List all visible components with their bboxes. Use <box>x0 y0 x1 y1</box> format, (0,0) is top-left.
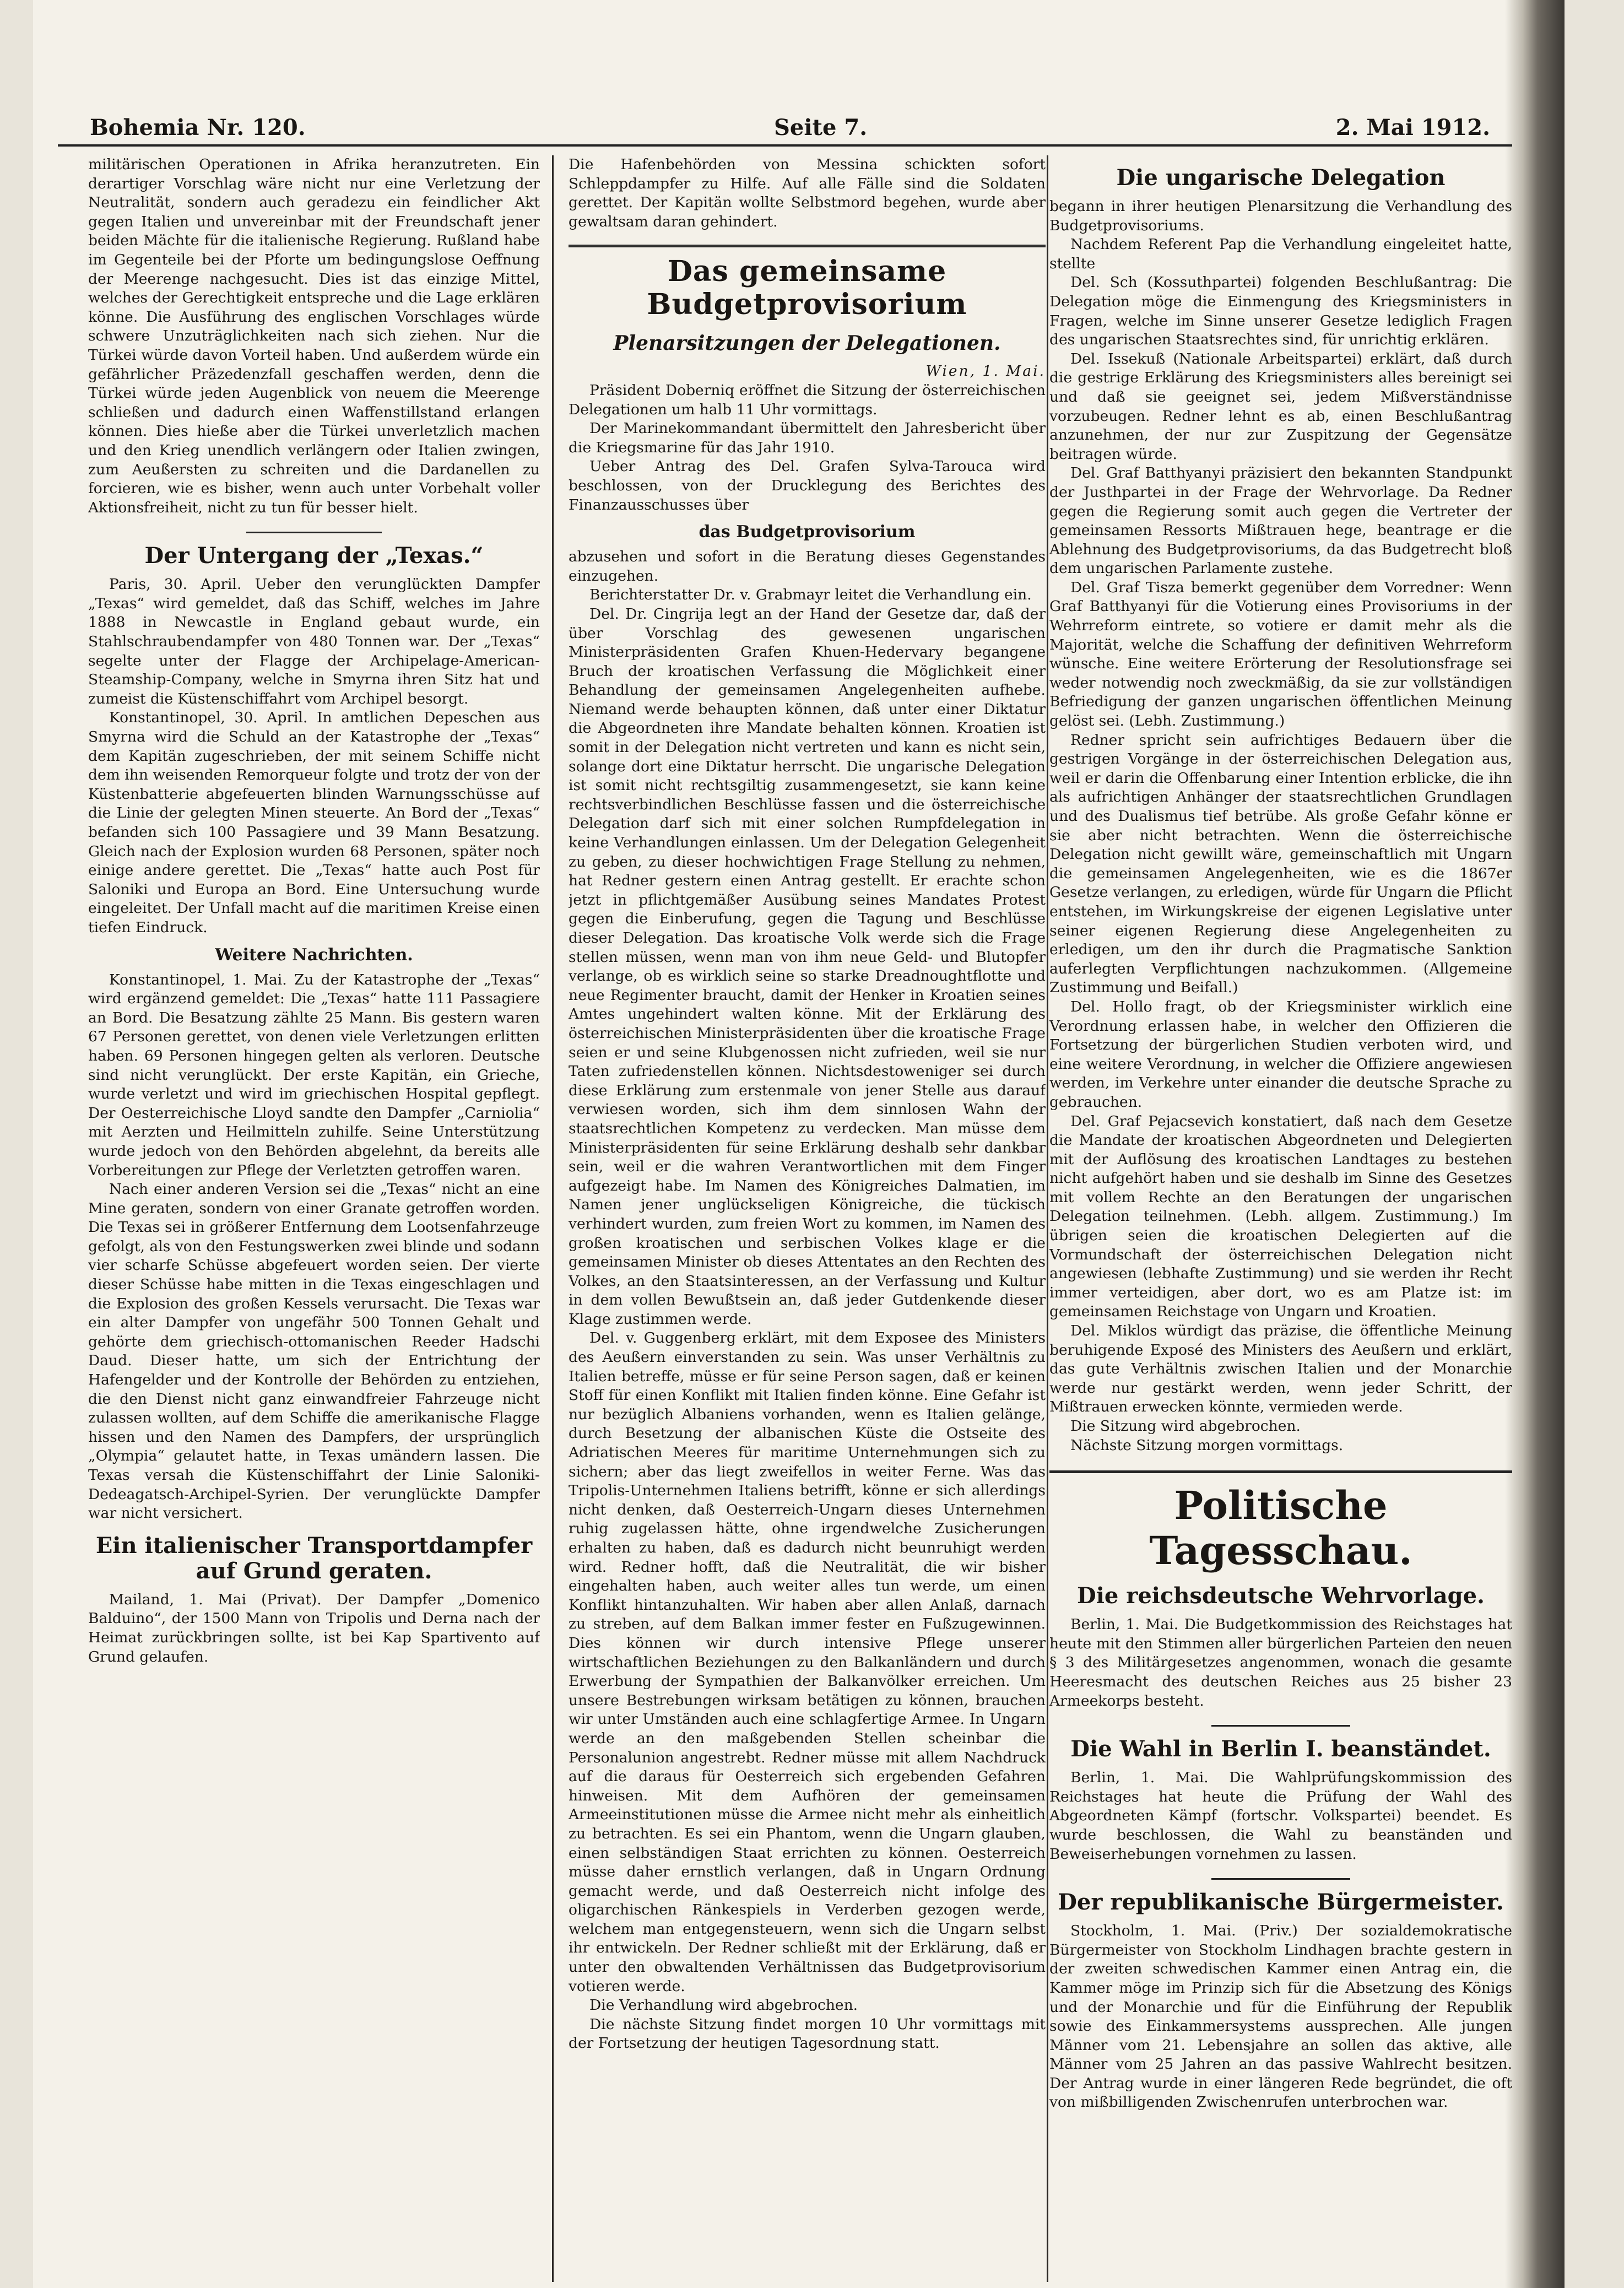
article-continuation: Die Hafenbehörden von Messina schickten sofort Schleppdampfer zu Hilfe. Auf alle Fälle sind die Soldaten gerettet. Der Kapitän wollte Selbstmord begehen, wurde aber gewaltsam daran gehindert. <box>569 156 1046 230</box>
headline-texas: Der Untergang der „Texas.“ <box>144 543 484 569</box>
paragraph: Berichterstatter Dr. v. Grabmayr leitet die Verhandlung ein. <box>589 586 1032 604</box>
paragraph: Konstantinopel, 1. Mai. Zu der Katastrophe der „Texas“ wird ergänzend gemeldet: Die „Texas“ hatte 111 Passagiere an Bord. Die Besatzung zählte 25 Mann. Bis gestern waren 67 Personen gerettet, von denen viele Verletzungen erlitten haben. 69 Personen hingegen gelten als verloren. Deutsche sind nicht verunglückt. Der erste Kapitän, ein Grieche, wurde verletzt und wird im griechischen Hospital gepflegt. Der Oesterreichische Lloyd sandte den Dampfer „Carniolia“ mit Aerzten und Heilmitteln zuhilfe. Seine Unterstützung wurde jedoch von den Behörden abgelehnt, da bereits alle Vorbereitungen zur Pflege der Verletzten getroffen waren. <box>88 971 540 1179</box>
page-number: Seite 7. <box>774 115 868 140</box>
dateline: Wien, 1. Mai. <box>925 363 1046 380</box>
paragraph: Del. Miklos würdigt das präzise, die öffentliche Meinung beruhigende Exposé des Ministers des Aeußern und erklärt, das gute Verhältnis zwischen Italien und der Monarchie werde nur gestärkt werden, wenn jeder Schritt, der Mißtrauen erwecken könnte, vermieden werde. <box>1049 1322 1512 1416</box>
paragraph: Del. Dr. Cingrija legt an der Hand der Gesetze dar, daß der über Vorschlag des gewesenen ungarischen Ministerpräsidenten Grafen Khuen-Hedervary begangene Bruch der kroatischen Verfassung die Möglichkeit einer Behandlung der gemeinsamen Angelegenheiten aufhebe. Niemand werde behaupten können, daß unter einer Diktatur die Abgeordneten ihre Mandate behalten können. Kroatien ist somit in der Delegation nicht vertreten und kann es nicht sein, solange dort eine Diktatur herrscht. Die ungarische Delegation ist somit nicht rechtsgiltig zusammengesetzt, sie kann keine rechtsverbindlichen Beschlüsse fassen und die österreichische Delegation darf sich mit einer solchen Rumpfdelegation in keine Verhandlungen einlassen. Um der Delegation Gelegenheit zu geben, zu dieser hochwichtigen Frage Stellung zu nehmen, hat Redner gestern einen Antrag gestellt. Er erachte schon jetzt in pflichtgemäßer Ausübung seines Mandates Protest gegen die Einberufung, gegen die Tagung und Beschlüsse dieser Delegation. Das kroatische Volk werde sich die Frage stellen müssen, wenn man von ihm neue Geld- und Blutopfer verlange, ob es wirklich seine so starke Dreadnoughtflotte und neue Regimenter braucht, damit der Henker in Kroatien seines Amtes ungehindert walten könne. Mit der Erklärung des österreichischen Ministerpräsidenten über die kroatische Frage seien er und seine Klubgenossen nicht zufrieden, weil sie nur Taten zufriedenstellen können. Nichtsdestoweniger sei durch diese Erklärung zum erstenmale von jener Stelle aus darauf verwiesen worden, sich ihm dem sinnlosen Wahn der staatsrechtlichen Kompetenz zu verdecken. Man müsse dem Ministerpräsidenten für seine Erklärung deshalb sehr dankbar sein, weil er die wahren Verantwortlichen mit dem Finger aufgezeigt habe. Im Namen des Königreiches Dalmatien, im Namen jener unglückseligen Königreiche, die tückisch verhindert wurden, zum freien Wort zu kommen, im Namen des großen kroatischen und serbischen Volkes klage er die gemeinsamen Minister ob dieses Attentates an den Rechten des Volkes, an den Staatsinteressen, an der Verfassung und Kultur in dem vollen Bewußtsein an, daß jeder Gutdenkende dieser Klage zustimmen werde. <box>569 605 1046 1328</box>
section-title-politische-tagesschau: Politische Tagesschau. <box>1049 1470 1512 1573</box>
paragraph: Nach einer anderen Version sei die „Texas“ nicht an eine Mine geraten, sondern von einer Granate getroffen worden. Die Texas sei in größerer Entfernung dem Lootsenfahrzeuge gefolgt, als von den Festungswerken zwei blinde und sodann vier scharfe Schüsse abgefeuert worden seien. Der vierte dieser Schüsse habe mitten in die Texas eingeschlagen und die Explosion des großen Kessels verursacht. Die Texas war ein alter Dampfer von ungefähr 500 Tonnen Gehalt und gehörte dem griechisch-ottomanischen Reeder Hadschi Daud. Dieser hatte, um sich der Entrichtung der Hafengelder und der Kontrolle der Behörden zu entziehen, die den Dienst nicht ganz einwandfreier Fahrzeuge nicht zulassen wollten, auf dem Schiffe die amerikanische Flagge hissen und den Namen des Dampfers, der ursprünglich „Olympia“ gelautet hatte, in Texas umändern lassen. Die Texas versah die Küstenschiffahrt der Linie Saloniki-Dedeagatsch-Archipel-Syrien. Der verunglückte Dampfer war nicht versichert. <box>88 1181 540 1522</box>
paragraph: Der Marinekommandant übermittelt den Jahresbericht über die Kriegsmarine für das Jahr 1910. <box>569 420 1046 456</box>
paragraph: Konstantinopel, 30. April. In amtlichen Depeschen aus Smyrna wird die Schuld an der Katastrophe der „Texas“ dem Kapitän zugeschrieben, der mit seinem Schiffe nicht dem ihn weisenden Remorqueur folgte und trotz der von der Küstenbatterie abgefeuerten blinden Warnungsschüsse auf die Linie der gelegten Minen steuerte. An Bord der „Texas“ befanden sich 100 Passagiere und 39 Mann Besatzung. Gleich nach der Explosion wurden 68 Personen, später noch einige andere gerettet. Die „Texas“ hatte auch Post für Saloniki und Europa an Bord. Eine Untersuchung wurde eingeleitet. Der Unfall macht auf die maritimen Kreise einen tiefen Eindruck. <box>88 709 540 936</box>
paragraph: Del. Graf Pejacsevich konstatiert, daß nach dem Gesetze die Mandate der kroatischen Abgeordneten und Delegierten mit der Auflösung des kroatischen Landtages zu bestehen nicht aufgehört haben und sie deshalb im Sinne des Gesetzes mit vollem Rechte an den Beratungen der ungarischen Delegation teilnehmen. (Lebh. allgem. Zustimmung.) Im übrigen seien die kroatischen Delegierten auf die Vormundschaft der österreichischen Delegation nicht angewiesen (lebhafte Zustimmung) und sie werden ihr Recht immer verteidigen, aber dort, wo es am Platze ist: im gemeinsamen Reichstage von Ungarn und Kroatien. <box>1049 1112 1512 1321</box>
paragraph: Del. v. Guggenberg erklärt, mit dem Exposee des Ministers des Aeußern einverstanden zu sein. Was unser Verhältnis zu Italien betreffe, müsse er für seine Person sagen, daß er keinen Stoff für einen Konflikt mit Italien finden könne. Eine Gefahr ist nur bezüglich Albaniens vorhanden, wenn es Italien gelänge, durch Besetzung der albanischen Küste die Ostseite des Adriatischen Meeres für maritime Unternehmungen sich zu sichern; aber das liegt zweifellos in weiter Ferne. Was das Tripolis-Unternehmen Italiens betrifft, könne er sich allerdings nicht denken, daß Oesterreich-Ungarn dieses Unternehmen ruhig zugelassen hätte, ohne irgendwelche Zusicherungen erhalten zu haben, daß es dadurch nicht beunruhigt werden wird. Redner hofft, daß die Neutralität, die wir bisher eingehalten haben, auch weiter alles tun werde, um einen Konflikt hintanzuhalten. Wir haben aber allen Anlaß, darnach zu streben, auf dem Balkan immer fester en Fußzugewinnen. Dies können wir durch intensive Pflege unserer wirtschaftlichen Beziehungen zu den Balkanländern und durch Erwerbung der Sympathien der Balkanvölker erreichen. Um unsere Bestrebungen wirksam betätigen zu können, brauchen wir unter Umständen auch eine schlagfertige Armee. In Ungarn werde an den maßgebenden Stellen scheinbar die Personalunion angestrebt. Redner müsse mit allem Nachdruck auf die daraus für Oesterreich sich ergebenden Gefahren hinweisen. Mit dem Aufhören der gemeinsamen Armeeinstitutionen müsse die Armee nicht mehr als einheitlich zu betrachten. Es sei ein Phantom, wenn die Ungarn glauben, einen selbständigen Staat errichten zu können. Oesterreich müsse daher ernstlich verlangen, daß in Ungarn Ordnung gemacht werde, und daß Oesterreich nicht infolge des oligarchischen Ränkespiels in Verderben gezogen werde, welchem man entgegensteuern, wenn sich die Ungarn selbst ihr entwickeln. Der Redner schließt mit der Erklärung, daß er unter den obwaltenden Verhältnissen das Budgetprovisorium votieren werde. <box>569 1329 1046 1995</box>
inline-heading: das Budgetprovisorium <box>699 522 916 542</box>
paragraph: Präsident Doberniq eröffnet die Sitzung der österreichischen Delegationen um halb 11 Uhr vormittags. <box>569 381 1046 418</box>
divider <box>1211 1725 1350 1727</box>
column-rule-1 <box>552 155 554 2282</box>
article-continuation: militärischen Operationen in Afrika heranzutreten. Ein derartiger Vorschlag wäre nicht nur eine Verletzung der Neutralität, sondern auch geradezu ein feindlicher Akt gegen Italien und unvereinbar mit der Freundschaft jener beiden Mächte für die italienische Regierung. Rußland habe im Gegenteile bei der Pforte um bedingungslose Oeffnung der Meerenge nachgesucht. Dies ist das einzige Mittel, welches der Gerechtigkeit entspreche und die Lage erklären könne. Die Ausführung des englischen Vorschlages würde schwere Unzuträglichkeiten nach sich ziehen. Nur die Türkei würde davon Vorteil haben. Und außerdem würde ein gefährlicher Präzedenzfall geschaffen werden, denn die Türkei würde jeden Augenblick von neuem die Meerenge schließen und dadurch einen Waffenstillstand erlangen können. Dies hieße aber die Türkei unverletzlich machen und den Krieg unendlich verlängern oder Italien zwingen, zum Aeußersten zu schreiten und die Dardanellen zu forcieren, wie es bisher, wenn auch unter Vorbehalt voller Aktionsfreiheit, nicht zu tun für besser hielt. <box>88 156 540 516</box>
headline-wahl-berlin: Die Wahl in Berlin I. beanständet. <box>1070 1736 1491 1762</box>
paragraph: Paris, 30. April. Ueber den verunglückten Dampfer „Texas“ wird gemeldet, daß das Schiff, welches im Jahre 1888 in Newcastle in England gebaut wurde, ein Stahlschraubendampfer von 480 Tonnen war. Der „Texas“ segelte unter der Flagge der Archipelage-American-Steamship-Company, welche in Smyrna ihren Sitz hat und zumeist die Küstenschiffahrt vom Archipel besorgt. <box>88 576 540 707</box>
paragraph: Die Verhandlung wird abgebrochen. <box>589 1997 858 2014</box>
paper-issue: Bohemia Nr. 120. <box>90 115 306 140</box>
headline-wehrvorlage: Die reichsdeutsche Wehrvorlage. <box>1077 1583 1485 1609</box>
headline-transportdampfer: Ein italienischer Transportdampfer auf Grund geraten. <box>95 1532 533 1584</box>
paragraph: Stockholm, 1. Mai. (Priv.) Der sozialdemokratische Bürgermeister von Stockholm Lindhagen brachte gestern in der zweiten schwedischen Kammer einen Antrag ein, die Kammer möge im Prinzip sich für die Absetzung des Königs und der Monarchie und für die Einführung der Republik sowie des Einkammersystems aussprechen. Alle jungen Männer vom 21. Lebensjahre an sollen das aktive, alle Männer vom 25 Jahren an das passive Wahlrecht besitzen. Der Antrag wurde in einer längeren Rede begründet, die oft von mißbilligenden Zwischenrufen unterbrochen war. <box>1049 1922 1512 2111</box>
issue-date: 2. Mai 1912. <box>1335 115 1490 140</box>
paragraph: Redner spricht sein aufrichtiges Bedauern über die gestrigen Vorgänge in der österreichischen Delegation aus, weil er darin die Offenbarung einer Intention erblicke, die ihn als aufrichtigen Anhänger der staatsrechtlichen Grundlagen und des Dualismus tief betrübe. Als große Gefahr könne er sie aber nicht betrachten. Wenn die österreichische Delegation nicht gewillt wäre, gemeinschaftlich mit Ungarn die gemeinsamen Angelegenheiten, wie es die 1867er Gesetze verlangen, zu erledigen, würde für Ungarn die Pflicht entstehen, im Wirkungskreise der eigenen Legislative unter seiner eigenen Regierung diese Angelegenheiten zu erledigen, um den ihr durch die Pragmatische Sanktion auferlegten Verpflichtungen nachzukommen. (Allgemeine Zustimmung und Beifall.) <box>1049 731 1512 997</box>
divider <box>246 532 382 533</box>
headline-ungarische-delegation: Die ungarische Delegation <box>1116 165 1446 191</box>
divider <box>1211 1878 1350 1880</box>
column-1 <box>88 155 540 2282</box>
paragraph: begann in ihrer heutigen Plenarsitzung die Verhandlung des Budgetprovisoriums. <box>1049 198 1512 234</box>
column-2 <box>569 155 1046 2282</box>
paragraph: Nachdem Referent Pap die Verhandlung eingeleitet hatte, stellte <box>1049 236 1512 272</box>
column-3 <box>1049 155 1512 2282</box>
paragraph: Die Sitzung wird abgebrochen. <box>1070 1418 1301 1435</box>
page-binding-shadow <box>1505 0 1565 2288</box>
paragraph: Del. Graf Tisza bemerkt gegenüber dem Vorredner: Wenn Graf Batthyanyi für die Votierung eines Provisoriums in der Wehrreform eintrete, so votiere er damit mehr als die Majorität, welche die Schaffung der definitiven Wehrreform wünsche. Eine weitere Erörterung der Resolutionsfrage sei weder notwendig noch zweckmäßig, da sie zur vollständigen Befriedigung der ganzen ungarischen öffentlichen Meinung gelöst sei. (Lebh. Zustimmung.) <box>1049 578 1512 730</box>
paragraph: Berlin, 1. Mai. Die Budgetkommission des Reichstages hat heute mit den Stimmen aller bürgerlichen Parteien den neuen § 3 des Militärgesetzes angenommen, wonach die gesamte Heeresmacht des deutschen Reiches aus 25 bisher 23 Armeekorps besteht. <box>1049 1616 1512 1710</box>
paragraph: Berlin, 1. Mai. Die Wahlprüfungskommission des Reichstages hat heute die Prüfung der Wahl des Abgeordneten Kämpf (fortschr. Volkspartei) beendet. Es wurde beschlossen, die Wahl zu beanständen und Beweiserhebungen vornehmen zu lassen. <box>1049 1769 1512 1863</box>
subheadline-weitere: Weitere Nachrichten. <box>215 945 413 965</box>
paragraph: Del. Issekuß (Nationale Arbeitspartei) erklärt, daß durch die gestrige Erklärung des Kriegsministers alles bereinigt sei und daß sie geeignet sei, jedem Mißverständnisse vorzubeugen. Redner lehnt es ab, einen Beschlußantrag anzunehmen, der nur zur Zuspitzung der Gegensätze beitragen würde. <box>1049 350 1512 463</box>
paragraph: Del. Graf Batthyanyi präzisiert den bekannten Standpunkt der Justhpartei in der Frage der Wehrvorlage. Da Redner gegen die Regierung somit auch gegen die Vertreter der gemeinsamen Ressorts Mißtrauen hege, beantrage er die Ablehnung des Budgetprovisoriums, da das Budgetrecht bloß dem ungarischen Parlamente zustehe. <box>1049 464 1512 577</box>
headline-budgetprovisorium: Das gemeinsame Budgetprovisorium <box>569 245 1046 321</box>
paragraph: Del. Hollo fragt, ob der Kriegsminister wirklich eine Verordnung erlassen habe, in welcher den Offizieren die Fortsetzung der bürgerlichen Studien verboten wird, und eine weitere Verordnung, in welcher die Offiziere angewiesen werden, im Verkehre unter einander die deutsche Sprache zu gebrauchen. <box>1049 998 1512 1111</box>
headline-republikanische-buergermeister: Der republikanische Bürgermeister. <box>1058 1889 1504 1916</box>
column-rule-2 <box>1047 155 1048 2282</box>
paragraph: Mailand, 1. Mai (Privat). Der Dampfer „Domenico Balduino“, der 1500 Mann von Tripolis und Derna nach der Heimat zurückbringen sollte, ist bei Kap Spartivento auf Grund gelaufen. <box>88 1591 540 1665</box>
subheadline-plenarsitzungen: Plenarsitzungen der Delegationen. <box>613 332 1001 355</box>
paragraph: Del. Sch (Kossuthpartei) folgenden Beschlußantrag: Die Delegation möge die Einmengung des Kriegsministers in Fragen, welche im Sinne unserer Gesetze lediglich Fragen des ungarischen Staatsrechtes sind, für unrichtig erklären. <box>1049 274 1512 349</box>
paragraph: Ueber Antrag des Del. Grafen Sylva-Tarouca wird beschlossen, von der Drucklegung des Berichtes des Finanzausschusses über <box>569 458 1046 513</box>
paragraph: Die nächste Sitzung findet morgen 10 Uhr vormittags mit der Fortsetzung der heutigen Tagesordnung statt. <box>569 2015 1046 2052</box>
paragraph: Nächste Sitzung morgen vormittags. <box>1070 1436 1344 1454</box>
page-header <box>58 110 1512 147</box>
paragraph: abzusehen und sofort in die Beratung dieses Gegenstandes einzugehen. <box>569 548 1046 585</box>
